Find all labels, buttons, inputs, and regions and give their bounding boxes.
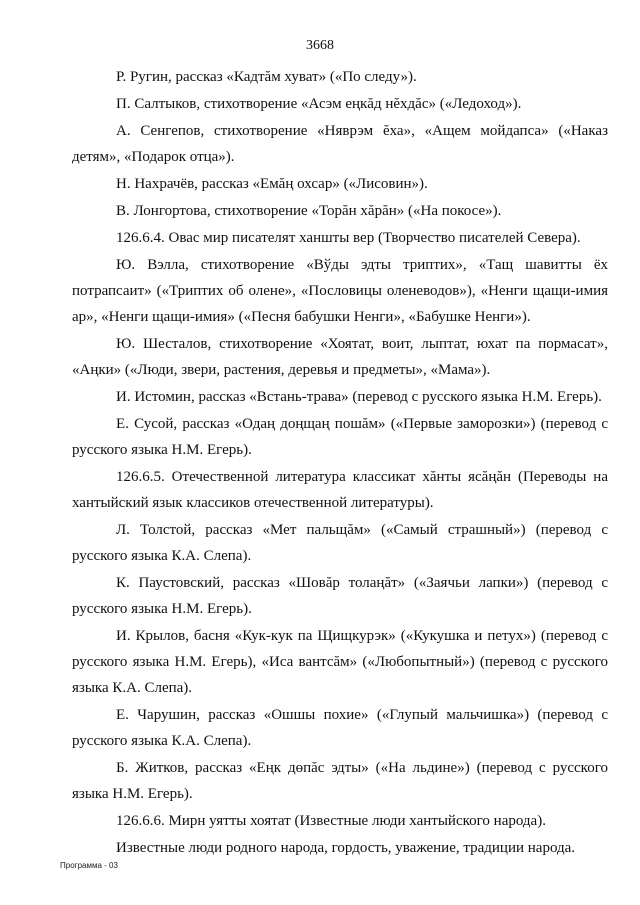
paragraph: И. Истомин, рассказ «Встань-трава» (перевод с русского языка Н.М. Егерь).	[116, 389, 602, 405]
paragraph: Е. Сусой, рассказ «Одаң доңщаң пошăм» («Первые заморозки») (перевод с русского языка Н.М. Егерь).	[72, 416, 608, 458]
paragraph: Н. Нахрачёв, рассказ «Емăң охсар» («Лисовин»).	[116, 176, 428, 192]
section-heading: 126.6.4. Овас мир писателят ханшты вер (Творчество писателей Севера).	[116, 230, 581, 246]
paragraph: Л. Толстой, рассказ «Мет пальщăм» («Самый страшный») (перевод с русского языка К.А. Слепа).	[72, 522, 608, 564]
paragraph: Б. Житков, рассказ «Еңк дөпăс эдты» («На льдине») (перевод с русского языка Н.М. Егерь).	[72, 760, 608, 802]
section-heading: 126.6.5. Отечественной литература классикат хăнты ясăңăн (Переводы на хантыйский язык классиков отечественной литературы).	[72, 469, 608, 511]
paragraph: Р. Ругин, рассказ «Кадтăм хуват» («По следу»).	[116, 69, 417, 85]
paragraph: Е. Чарушин, рассказ «Ошшы похие» («Глупый мальчишка») (перевод с русского языка К.А. Слепа).	[72, 707, 608, 749]
paragraph: И. Крылов, басня «Кук-кук па Щищкурэк» («Кукушка и петух») (перевод с русского языка Н.М. Егерь), «Иса вантсăм» («Любопытный») (перевод с русского языка К.А. Слепа).	[72, 628, 608, 696]
paragraph: А. Сенгепов, стихотворение «Няврэм ĕха», «Ащем мойдапса» («Наказ детям», «Подарок отца»).	[72, 123, 608, 165]
paragraph: Ю. Шесталов, стихотворение «Хоятат, воит, лыптат, юхат па пормасат», «Аңки» («Люди, звери, растения, деревья и предметы», «Мама»).	[72, 336, 608, 378]
paragraph: Ю. Вэлла, стихотворение «Вўды эдты триптих», «Тащ шавитты ёх потрапсаит» («Триптих об олене», «Пословицы оленеводов»), «Ненги щащи-имия ар», «Ненги щащи-имия» («Песня бабушки Ненги», «Бабушке Ненги»).	[72, 257, 608, 325]
section-heading: 126.6.6. Мирн уятты хоятат (Известные люди хантыйского народа).	[116, 813, 546, 829]
paragraph: Известные люди родного народа, гордость, уважение, традиции народа.	[116, 840, 576, 856]
document-body	[72, 64, 608, 861]
paragraph: П. Салтыков, стихотворение «Асэм еңкăд нĕхдăс» («Ледоход»).	[116, 96, 522, 112]
paragraph: К. Паустовский, рассказ «Шовăр толаңăт» («Заячьи лапки») (перевод с русского языка Н.М. Егерь).	[72, 575, 608, 617]
paragraph: В. Лонгортова, стихотворение «Торăн хăрăн» («На покосе»).	[116, 203, 502, 219]
footer-label: Программа - 03	[60, 861, 118, 870]
page-number: 3668	[306, 38, 334, 53]
